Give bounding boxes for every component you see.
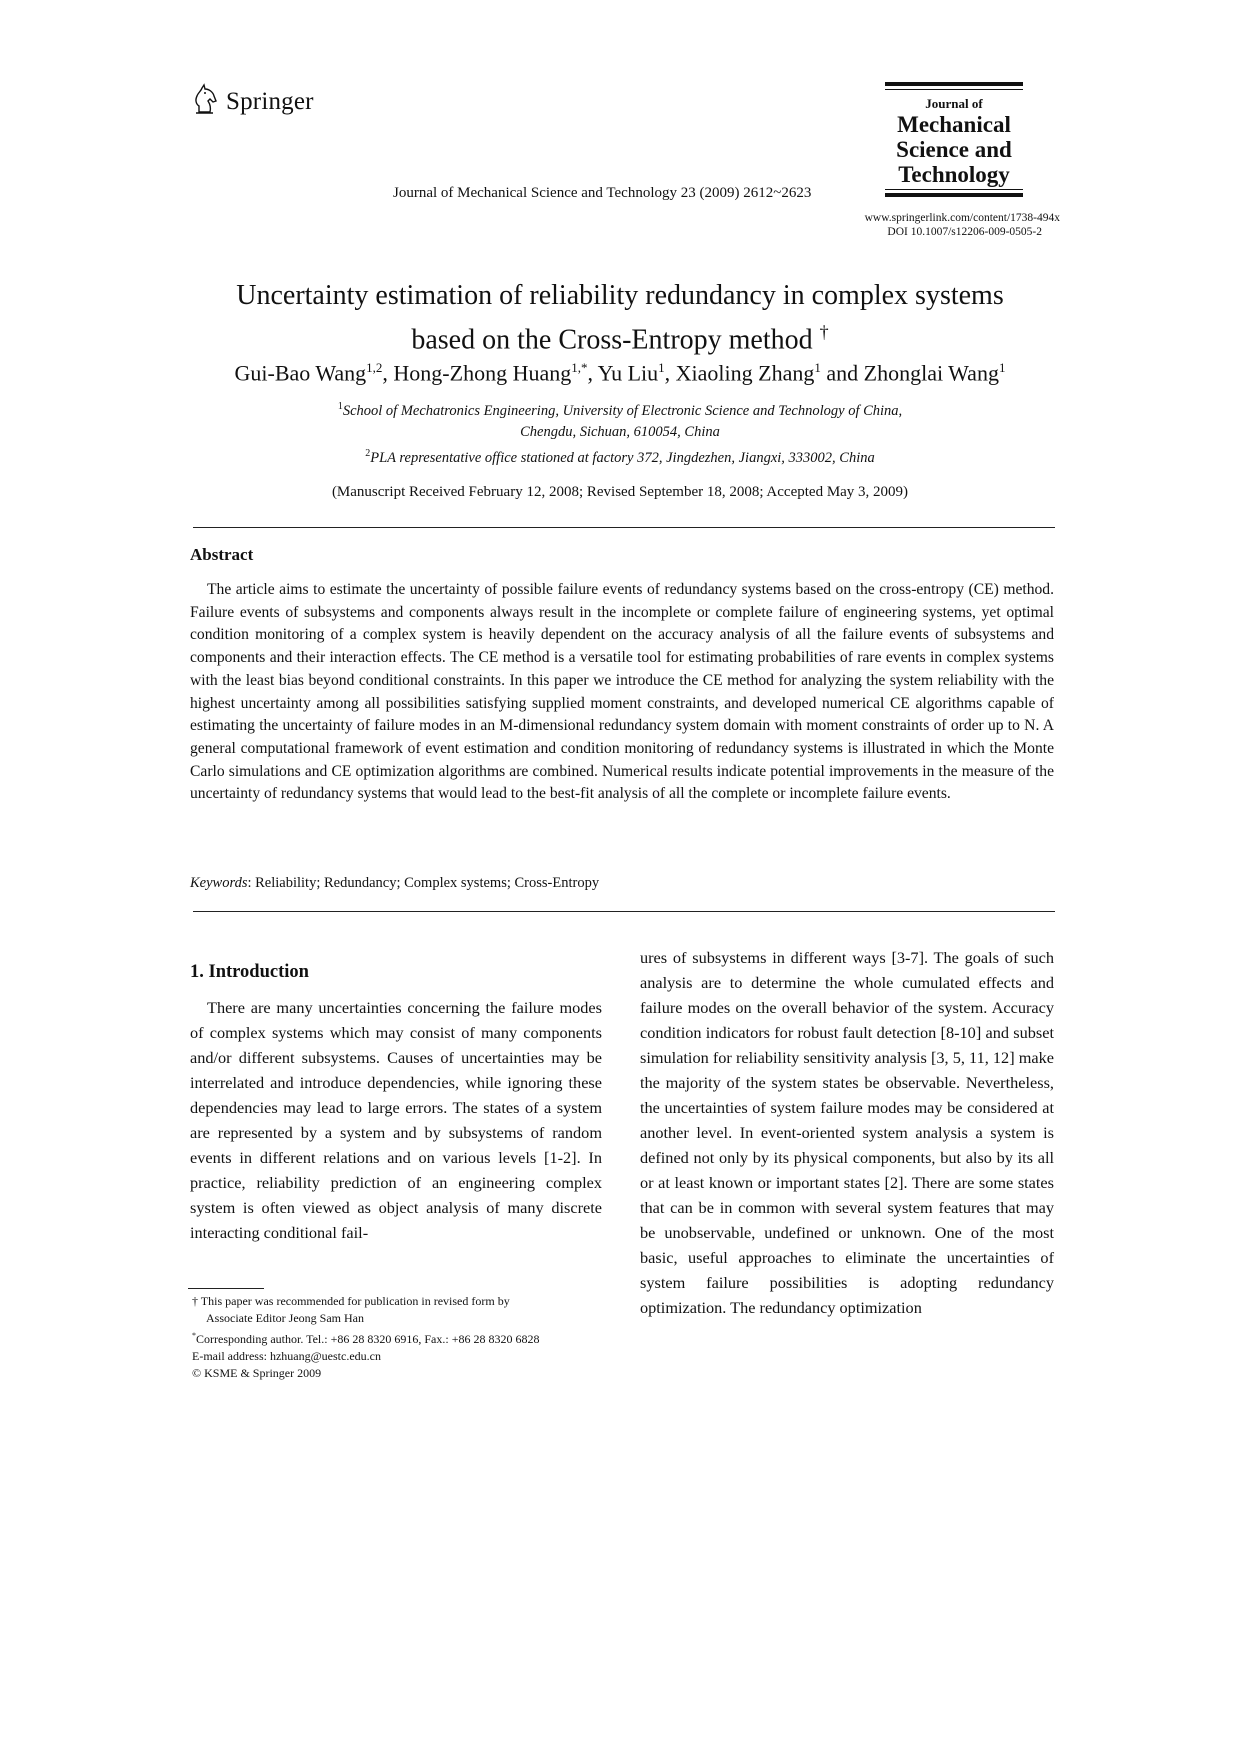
footnote-email[interactable]: E-mail address: hzhuang@uestc.edu.cn	[192, 1349, 381, 1363]
abstract-text: The article aims to estimate the uncertainty of possible failure events of redundancy systems based on the cross-entropy (CE) method. Failure events of subsystems and components always result in the incomplete or complete failure of engineering systems, yet optimal condition monitoring of a complex system is heavily dependent on the accuracy analysis of all the failure events of subsystems and components and their interaction effects. The CE method is a versatile tool for estimating probabilities of rare events in complex systems with the least bias beyond conditional constraints. In this paper we introduce the CE method for analyzing the system reliability with the highest uncertainty among all possibilities satisfying supplied moment constraints, and developed numerical CE algorithms capable of estimating the uncertainty of failure modes in an M-dimensional redundancy system domain with moment constraints of order up to N. A general computational framework of event estimation and condition monitoring of redundancy systems is illustrated in which the Monte Carlo simulations and CE optimization algorithms are combined. Numerical results indicate potential improvements in the measure of the uncertainty of redundancy systems that would lead to the best-fit analysis of all the complete or incomplete failure events.	[190, 581, 1054, 803]
author-name: Gui-Bao Wang	[234, 360, 367, 386]
footnote-dagger: †	[192, 1294, 198, 1308]
affiliation-1-line2: Chengdu, Sichuan, 610054, China	[520, 423, 720, 440]
masthead-name-line2: Science and	[896, 137, 1012, 162]
intro-right-column: ures of subsystems in different ways [3-7]. The goals of such analysis are to determine the whole cumulated effects and failure modes on the overall behavior of the system. Accuracy condition indicators for robust fault detection [8-10] and subset simulation for reliability sensitivity analysis [3, 5, 11, 12] make the majority of the system states be observable. Nevertheless, the uncertainties of system failure modes may be considered at another level. In event-oriented system analysis a system is defined not only by its physical components, but also by its all or at least known or important states [2]. There are some states that can be in common with several system features that may be unobservable, undefined or unknown. One of the most basic, useful approaches to eliminate the uncertainties of system failure possibilities is adopting redundancy optimization. The redundancy optimization	[640, 948, 1054, 1317]
title-line2: based on the Cross-Entropy method	[411, 324, 813, 356]
footnotes	[192, 1293, 602, 1382]
masthead-name-line3: Technology	[898, 162, 1010, 187]
masthead-prefix: Journal of	[925, 96, 983, 111]
author-affil-sup: 1	[998, 360, 1006, 375]
author-affil-sup: 1	[658, 360, 665, 375]
title-line2-wrap	[160, 314, 1080, 358]
footnote-rule	[188, 1288, 264, 1289]
author-affil-sup: 1,2	[366, 360, 383, 375]
keywords-value: : Reliability; Redundancy; Complex systems; Cross-Entropy	[247, 875, 600, 891]
title-dagger: †	[819, 322, 829, 342]
doi-block	[820, 211, 1060, 239]
footnote-1-line1: This paper was recommended for publication in revised form by	[200, 1294, 510, 1308]
keywords	[190, 875, 599, 892]
springerlink-url[interactable]: www.springerlink.com/content/1738-494x	[864, 212, 1060, 224]
manuscript-dates: (Manuscript Received February 12, 2008; Revised September 18, 2008; Accepted May 3, 2009)	[331, 484, 909, 500]
keywords-label: Keywords	[190, 875, 248, 891]
author-list	[160, 360, 1080, 386]
affiliation-1-line1: School of Mechatronics Engineering, University of Electronic Science and Technology of China,	[342, 402, 903, 419]
footnote-1-line2: Associate Editor Jeong Sam Han	[206, 1311, 364, 1325]
author-name: Xiaoling Zhang	[675, 360, 815, 386]
section-heading-introduction: 1. Introduction	[190, 962, 309, 982]
author-affil-sup: 1,*	[571, 360, 588, 375]
affiliation-2	[160, 443, 1080, 469]
doi-text: DOI 10.1007/s12206-009-0505-2	[887, 226, 1042, 238]
intro-left-column: There are many uncertainties concerning the failure modes of complex systems which may consist of many components and/or different subsystems. Causes of uncertainties may be interrelated and introduce dependencies, while ignoring these dependencies may lead to large errors. The states of a system are represented by a system and by subsystems of random events in different relations and on various levels [1-2]. In practice, reliability prediction of an engineering complex system is often viewed as object analysis of many discrete interacting conditional fail-	[190, 998, 602, 1242]
paper-title	[160, 278, 1080, 358]
footnote-recommendation	[192, 1293, 602, 1310]
springer-wordmark: Springer	[226, 87, 314, 115]
affiliation-2-line1: PLA representative office stationed at factory 372, Jingdezhen, Jiangxi, 333002, China	[370, 449, 875, 466]
title-line1: Uncertainty estimation of reliability redundancy in complex systems	[236, 280, 1004, 311]
header-divider	[193, 527, 1055, 528]
springer-logo	[190, 82, 314, 121]
masthead-name-line1: Mechanical	[897, 112, 1011, 137]
footnote-2-line1: Corresponding author. Tel.: +86 28 8320 6916, Fax.: +86 28 8320 6828	[196, 1332, 540, 1346]
author-sep: ,	[382, 360, 394, 386]
affiliations	[160, 396, 1080, 469]
author-affil-sup: 1	[814, 360, 821, 375]
affiliation-1-sup: 1	[337, 401, 343, 412]
masthead-top-rule	[885, 82, 1023, 90]
author-name: Zhonglai Wang	[863, 360, 999, 386]
journal-citation: Journal of Mechanical Science and Technology 23 (2009) 2612~2623	[393, 185, 812, 201]
masthead-bottom-rule	[885, 189, 1023, 197]
footnote-copyright: © KSME & Springer 2009	[192, 1366, 322, 1380]
abstract-divider	[193, 911, 1055, 912]
footnote-asterisk: *	[192, 1331, 196, 1340]
affiliation-1	[160, 396, 1080, 422]
footnote-corresponding	[192, 1327, 602, 1348]
author-name: Hong-Zhong Huang	[393, 360, 572, 386]
abstract-heading: Abstract	[190, 545, 254, 564]
affiliation-2-sup: 2	[365, 447, 371, 459]
author-name: Yu Liu	[597, 360, 659, 386]
author-sep: and	[820, 360, 864, 386]
journal-masthead	[885, 82, 1023, 197]
springer-chess-knight-icon	[190, 82, 220, 121]
author-sep: ,	[664, 360, 676, 386]
author-sep: ,	[587, 360, 598, 386]
